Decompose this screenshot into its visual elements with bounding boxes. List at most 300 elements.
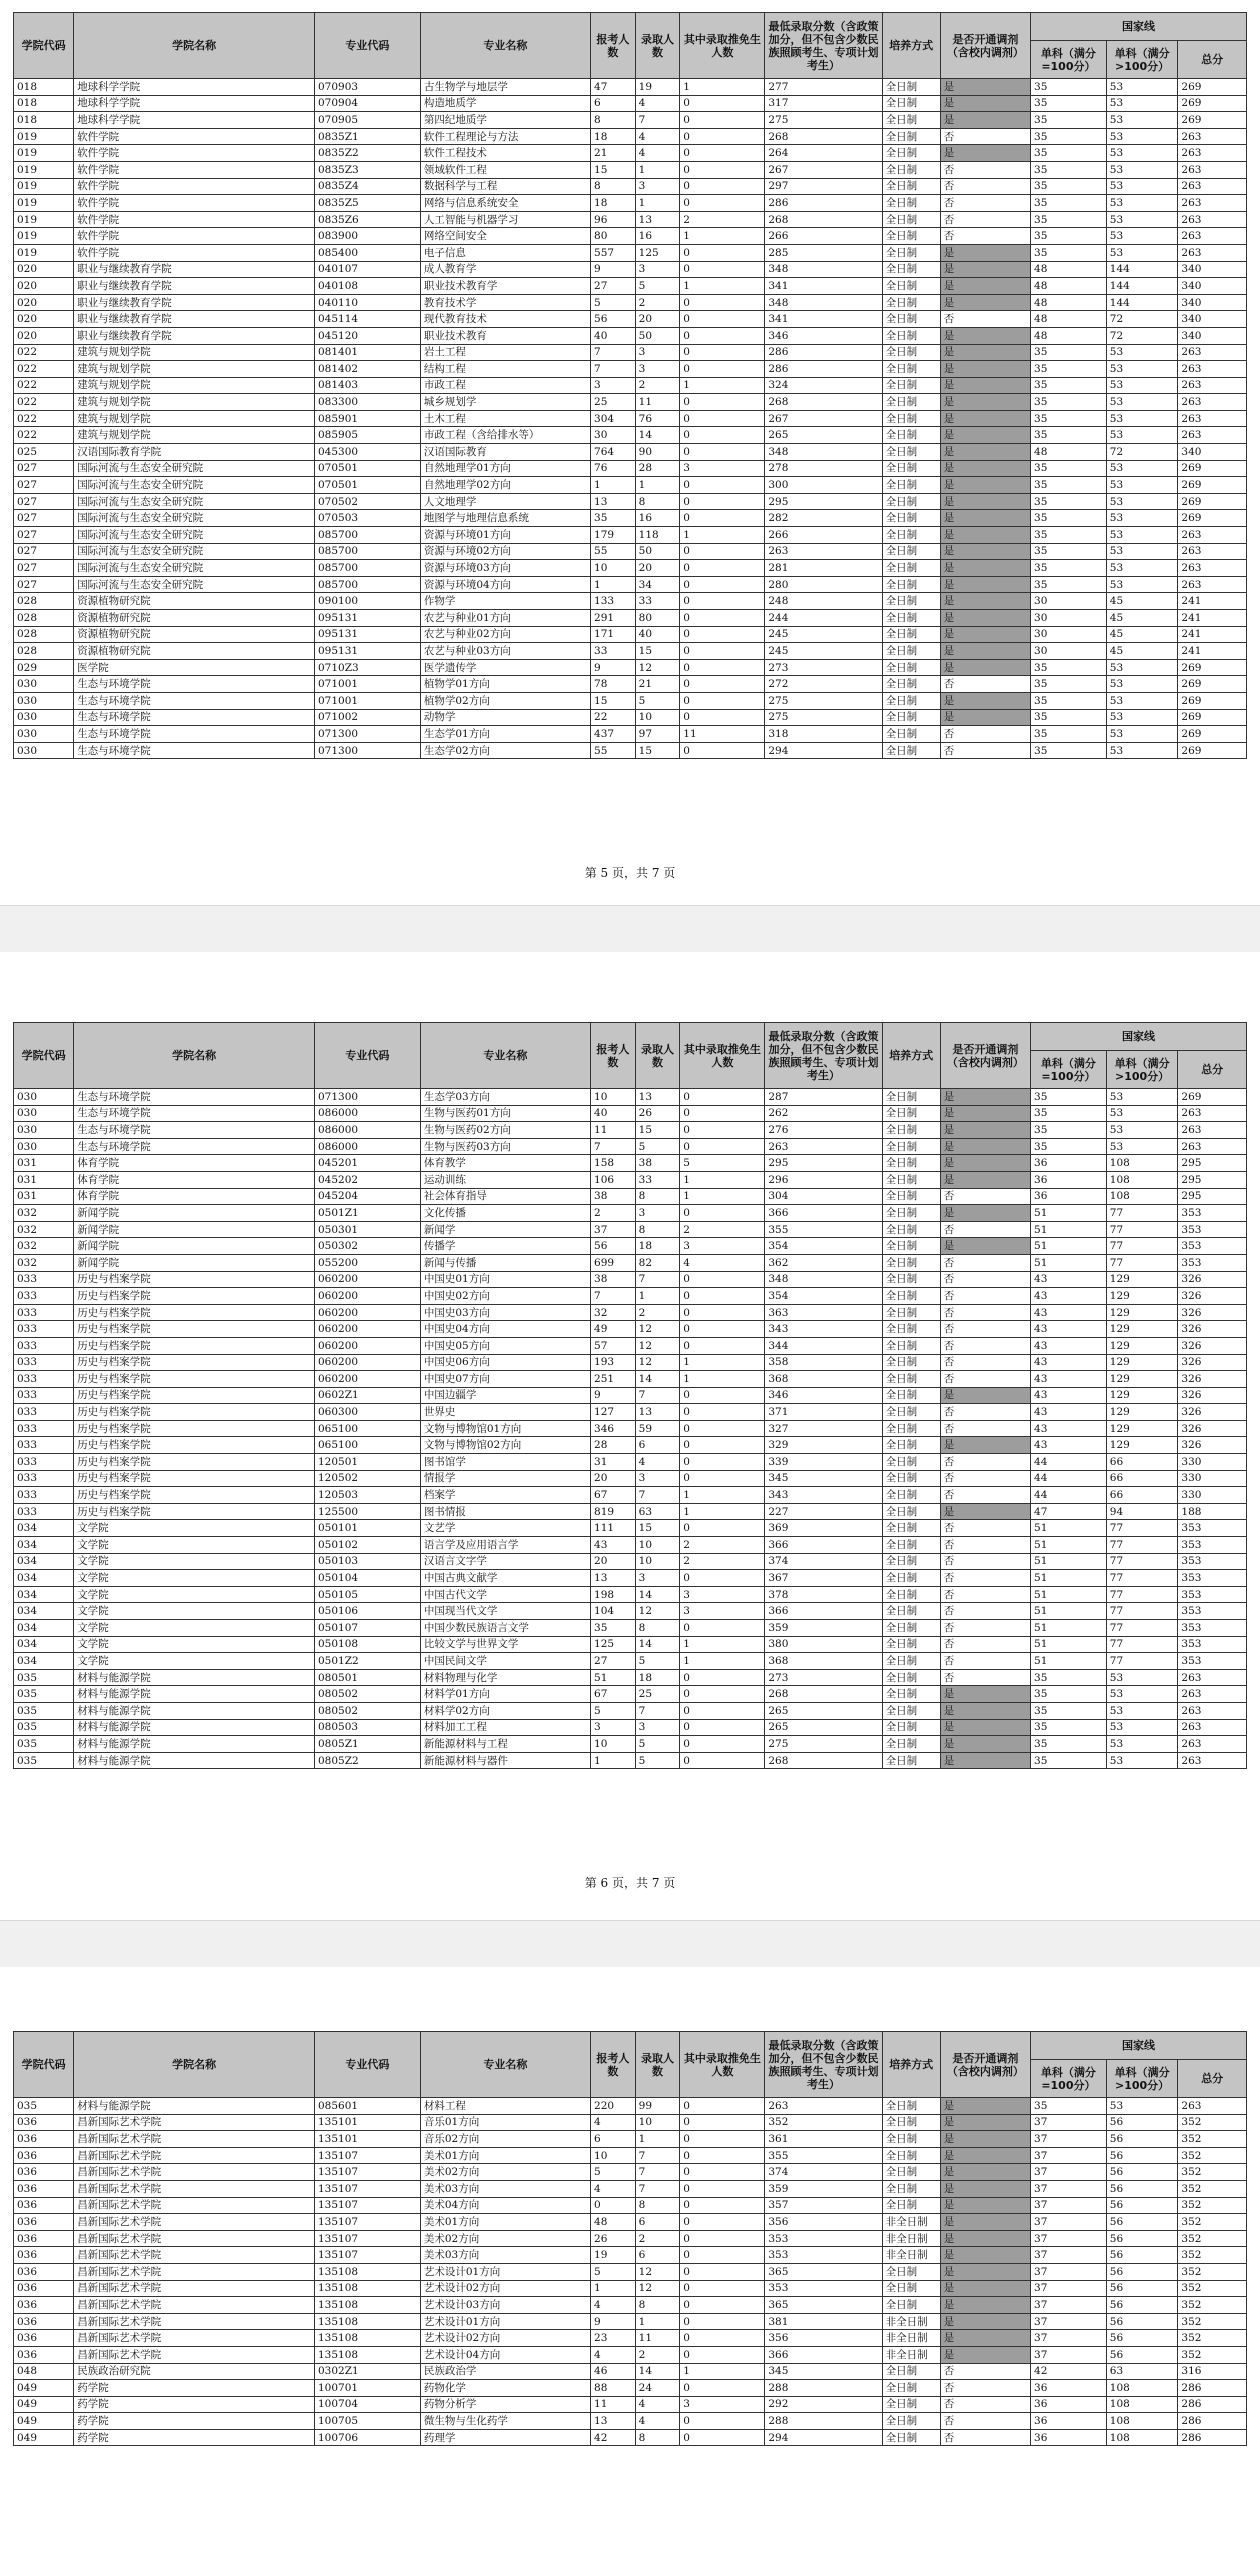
- table-row: [14, 2297, 1247, 2314]
- cell-college-name: 地球科学学院: [74, 112, 315, 129]
- cell-college-name: 文学院: [74, 1653, 315, 1670]
- cell-mode: 全日制: [882, 1371, 940, 1388]
- cell-applicants: 23: [591, 2330, 636, 2347]
- cell-min-score: 366: [765, 2346, 882, 2363]
- cell-applicants: 4: [591, 2346, 636, 2363]
- header-adjust: 是否开通调剂（含校内调剂）: [940, 2032, 1030, 2098]
- cell-admitted: 10: [635, 709, 680, 726]
- cell-exempt: 0: [680, 2147, 765, 2164]
- cell-applicants: 5: [591, 2263, 636, 2280]
- cell-adjust: 否: [940, 161, 1030, 178]
- cell-major-code: 070501: [314, 460, 420, 477]
- cell-adjust: 否: [940, 726, 1030, 743]
- cell-admitted: 15: [635, 1122, 680, 1139]
- cell-adjust: 是: [940, 1171, 1030, 1188]
- cell-mode: 全日制: [882, 195, 940, 212]
- cell-exempt: 0: [680, 1620, 765, 1637]
- cell-single1: 48: [1031, 294, 1107, 311]
- cell-single1: 37: [1031, 2280, 1107, 2297]
- header-national: 国家线: [1031, 13, 1247, 41]
- cell-single2: 53: [1106, 1669, 1178, 1686]
- cell-college-name: 药学院: [74, 2413, 315, 2430]
- cell-min-score: 380: [765, 1636, 882, 1653]
- cell-single1: 35: [1031, 95, 1107, 112]
- cell-college-code: 036: [14, 2131, 74, 2148]
- cell-total: 263: [1178, 394, 1247, 411]
- cell-major-code: 040110: [314, 294, 420, 311]
- cell-major-code: 050108: [314, 1636, 420, 1653]
- cell-total: 269: [1178, 112, 1247, 129]
- cell-total: 263: [1178, 211, 1247, 228]
- cell-adjust: 是: [940, 2263, 1030, 2280]
- cell-single2: 108: [1106, 1188, 1178, 1205]
- cell-applicants: 9: [591, 659, 636, 676]
- cell-major-code: 135107: [314, 2247, 420, 2264]
- cell-major-code: 085400: [314, 244, 420, 261]
- cell-exempt: 0: [680, 593, 765, 610]
- cell-applicants: 2: [591, 1205, 636, 1222]
- cell-adjust: 否: [940, 178, 1030, 195]
- cell-college-code: 027: [14, 477, 74, 494]
- cell-major-name: 古生物学与地层学: [420, 79, 590, 96]
- cell-college-code: 031: [14, 1188, 74, 1205]
- cell-mode: 全日制: [882, 1636, 940, 1653]
- cell-applicants: 111: [591, 1520, 636, 1537]
- cell-admitted: 125: [635, 244, 680, 261]
- header-code: 学院代码: [14, 2032, 74, 2098]
- cell-college-name: 昌新国际艺术学院: [74, 2147, 315, 2164]
- cell-total: 353: [1178, 1537, 1247, 1554]
- cell-adjust: 是: [940, 1736, 1030, 1753]
- header-single1: 单科（满分=100分）: [1031, 41, 1107, 79]
- cell-single2: 53: [1106, 79, 1178, 96]
- cell-applicants: 67: [591, 1686, 636, 1703]
- cell-min-score: 343: [765, 1321, 882, 1338]
- cell-college-code: 022: [14, 394, 74, 411]
- header-min-score: 最低录取分数（含政策加分，但不包含少数民族照顾考生、专项计划考生）: [765, 1023, 882, 1089]
- cell-college-code: 033: [14, 1503, 74, 1520]
- cell-exempt: 0: [680, 643, 765, 660]
- cell-major-code: 060200: [314, 1371, 420, 1388]
- cell-adjust: 否: [940, 2429, 1030, 2446]
- cell-adjust: 是: [940, 2313, 1030, 2330]
- cell-major-code: 083300: [314, 394, 420, 411]
- cell-applicants: 40: [591, 1105, 636, 1122]
- header-admitted: 录取人数: [635, 2032, 680, 2098]
- cell-single1: 30: [1031, 643, 1107, 660]
- cell-min-score: 348: [765, 261, 882, 278]
- cell-major-name: 世界史: [420, 1404, 590, 1421]
- cell-min-score: 354: [765, 1288, 882, 1305]
- cell-min-score: 245: [765, 643, 882, 660]
- cell-single1: 37: [1031, 2147, 1107, 2164]
- cell-major-name: 中国民间文学: [420, 1653, 590, 1670]
- cell-single1: 35: [1031, 2098, 1107, 2115]
- cell-single2: 77: [1106, 1603, 1178, 1620]
- cell-mode: 全日制: [882, 2131, 940, 2148]
- cell-total: 326: [1178, 1337, 1247, 1354]
- table-row: [14, 610, 1247, 627]
- cell-single2: 53: [1106, 145, 1178, 162]
- cell-total: 269: [1178, 510, 1247, 527]
- cell-exempt: 0: [680, 178, 765, 195]
- cell-min-score: 275: [765, 1736, 882, 1753]
- cell-college-name: 昌新国际艺术学院: [74, 2114, 315, 2131]
- cell-adjust: 否: [940, 1221, 1030, 1238]
- cell-major-code: 070503: [314, 510, 420, 527]
- cell-single1: 30: [1031, 593, 1107, 610]
- cell-admitted: 2: [635, 294, 680, 311]
- header-mode: 培养方式: [882, 13, 940, 79]
- cell-exempt: 0: [680, 1089, 765, 1106]
- cell-total: 352: [1178, 2147, 1247, 2164]
- table-row: [14, 1686, 1247, 1703]
- cell-major-code: 0602Z1: [314, 1387, 420, 1404]
- cell-admitted: 4: [635, 128, 680, 145]
- cell-college-code: 049: [14, 2429, 74, 2446]
- cell-mode: 全日制: [882, 145, 940, 162]
- cell-admitted: 4: [635, 95, 680, 112]
- cell-college-name: 国际河流与生态安全研究院: [74, 543, 315, 560]
- cell-exempt: 0: [680, 2380, 765, 2397]
- cell-total: 263: [1178, 1686, 1247, 1703]
- header-major: 专业名称: [420, 1023, 590, 1089]
- cell-single2: 56: [1106, 2197, 1178, 2214]
- cell-min-score: 369: [765, 1520, 882, 1537]
- cell-single1: 35: [1031, 659, 1107, 676]
- cell-adjust: 是: [940, 576, 1030, 593]
- cell-college-name: 生态与环境学院: [74, 692, 315, 709]
- cell-college-code: 020: [14, 311, 74, 328]
- cell-exempt: 0: [680, 477, 765, 494]
- cell-major-name: 运动训练: [420, 1171, 590, 1188]
- cell-exempt: 0: [680, 311, 765, 328]
- cell-college-code: 027: [14, 576, 74, 593]
- cell-min-score: 345: [765, 2363, 882, 2380]
- cell-college-name: 新闻学院: [74, 1205, 315, 1222]
- cell-min-score: 267: [765, 410, 882, 427]
- cell-major-code: 071300: [314, 742, 420, 759]
- cell-total: 263: [1178, 228, 1247, 245]
- cell-exempt: 0: [680, 95, 765, 112]
- cell-total: 295: [1178, 1155, 1247, 1172]
- cell-single1: 51: [1031, 1636, 1107, 1653]
- cell-major-name: 医学遗传学: [420, 659, 590, 676]
- cell-major-code: 090100: [314, 593, 420, 610]
- cell-min-score: 294: [765, 742, 882, 759]
- table-row: [14, 1420, 1247, 1437]
- cell-admitted: 10: [635, 1553, 680, 1570]
- cell-total: 286: [1178, 2380, 1247, 2397]
- cell-single1: 35: [1031, 1752, 1107, 1769]
- cell-mode: 全日制: [882, 344, 940, 361]
- cell-min-score: 359: [765, 1620, 882, 1637]
- cell-total: 353: [1178, 1586, 1247, 1603]
- cell-exempt: 0: [680, 2263, 765, 2280]
- table-row: [14, 327, 1247, 344]
- cell-college-code: 022: [14, 361, 74, 378]
- cell-min-score: 346: [765, 1387, 882, 1404]
- cell-mode: 全日制: [882, 1238, 940, 1255]
- cell-min-score: 348: [765, 294, 882, 311]
- cell-admitted: 12: [635, 2280, 680, 2297]
- cell-adjust: 否: [940, 1420, 1030, 1437]
- cell-major-code: 060200: [314, 1337, 420, 1354]
- cell-major-name: 城乡规划学: [420, 394, 590, 411]
- cell-single2: 72: [1106, 444, 1178, 461]
- cell-total: 353: [1178, 1653, 1247, 1670]
- cell-college-name: 昌新国际艺术学院: [74, 2247, 315, 2264]
- cell-total: 352: [1178, 2263, 1247, 2280]
- cell-college-name: 材料与能源学院: [74, 1702, 315, 1719]
- cell-college-code: 036: [14, 2197, 74, 2214]
- cell-single2: 56: [1106, 2180, 1178, 2197]
- cell-mode: 全日制: [882, 161, 940, 178]
- cell-mode: 全日制: [882, 659, 940, 676]
- cell-min-score: 227: [765, 1503, 882, 1520]
- cell-college-name: 文学院: [74, 1570, 315, 1587]
- cell-adjust: 否: [940, 2396, 1030, 2413]
- cell-exempt: 0: [680, 128, 765, 145]
- cell-major-name: 材料加工工程: [420, 1719, 590, 1736]
- cell-single1: 35: [1031, 1105, 1107, 1122]
- cell-applicants: 18: [591, 128, 636, 145]
- header-total: 总分: [1178, 41, 1247, 79]
- cell-admitted: 5: [635, 692, 680, 709]
- cell-mode: 全日制: [882, 1354, 940, 1371]
- table-row: [14, 676, 1247, 693]
- cell-admitted: 14: [635, 1636, 680, 1653]
- cell-college-code: 030: [14, 1138, 74, 1155]
- cell-college-code: 049: [14, 2413, 74, 2430]
- cell-exempt: 0: [680, 2131, 765, 2148]
- cell-admitted: 3: [635, 178, 680, 195]
- cell-admitted: 18: [635, 1669, 680, 1686]
- cell-college-code: 033: [14, 1404, 74, 1421]
- cell-single2: 56: [1106, 2164, 1178, 2181]
- cell-single2: 53: [1106, 1089, 1178, 1106]
- cell-college-name: 文学院: [74, 1636, 315, 1653]
- cell-single1: 35: [1031, 178, 1107, 195]
- cell-min-score: 348: [765, 444, 882, 461]
- cell-adjust: 是: [940, 2346, 1030, 2363]
- cell-applicants: 9: [591, 1387, 636, 1404]
- cell-college-code: 036: [14, 2180, 74, 2197]
- cell-major-code: 045300: [314, 444, 420, 461]
- cell-min-score: 288: [765, 2413, 882, 2430]
- cell-total: 316: [1178, 2363, 1247, 2380]
- cell-admitted: 3: [635, 344, 680, 361]
- table-header: [14, 2032, 1247, 2098]
- cell-single1: 42: [1031, 2363, 1107, 2380]
- cell-single1: 51: [1031, 1537, 1107, 1554]
- cell-exempt: 1: [680, 1636, 765, 1653]
- cell-adjust: 否: [940, 211, 1030, 228]
- header-adjust: 是否开通调剂（含校内调剂）: [940, 1023, 1030, 1089]
- cell-college-code: 030: [14, 1105, 74, 1122]
- cell-adjust: 是: [940, 427, 1030, 444]
- cell-college-code: 033: [14, 1337, 74, 1354]
- cell-exempt: 1: [680, 2363, 765, 2380]
- cell-college-code: 034: [14, 1603, 74, 1620]
- cell-applicants: 179: [591, 527, 636, 544]
- cell-min-score: 366: [765, 1205, 882, 1222]
- cell-mode: 全日制: [882, 278, 940, 295]
- cell-applicants: 11: [591, 1122, 636, 1139]
- cell-mode: 全日制: [882, 1487, 940, 1504]
- cell-mode: 全日制: [882, 2197, 940, 2214]
- cell-single2: 77: [1106, 1205, 1178, 1222]
- cell-college-code: 029: [14, 659, 74, 676]
- cell-major-name: 药物化学: [420, 2380, 590, 2397]
- cell-college-name: 文学院: [74, 1520, 315, 1537]
- cell-admitted: 8: [635, 2197, 680, 2214]
- cell-college-name: 文学院: [74, 1537, 315, 1554]
- cell-major-name: 传播学: [420, 1238, 590, 1255]
- cell-major-code: 045204: [314, 1188, 420, 1205]
- page-5: [0, 0, 1260, 905]
- cell-exempt: 3: [680, 460, 765, 477]
- cell-mode: 全日制: [882, 1188, 940, 1205]
- cell-mode: 全日制: [882, 1470, 940, 1487]
- cell-major-name: 艺术设计03方向: [420, 2297, 590, 2314]
- cell-major-name: 美术01方向: [420, 2147, 590, 2164]
- cell-min-score: 276: [765, 1122, 882, 1139]
- cell-exempt: 0: [680, 145, 765, 162]
- cell-major-name: 艺术设计01方向: [420, 2313, 590, 2330]
- cell-adjust: 是: [940, 1205, 1030, 1222]
- table-row: [14, 1669, 1247, 1686]
- cell-major-name: 艺术设计04方向: [420, 2346, 590, 2363]
- cell-major-name: 构造地质学: [420, 95, 590, 112]
- cell-major-name: 农艺与种业01方向: [420, 610, 590, 627]
- cell-adjust: 否: [940, 1254, 1030, 1271]
- table-row: [14, 244, 1247, 261]
- cell-single2: 53: [1106, 1719, 1178, 1736]
- cell-applicants: 819: [591, 1503, 636, 1520]
- cell-college-name: 地球科学学院: [74, 95, 315, 112]
- cell-admitted: 14: [635, 1371, 680, 1388]
- cell-single2: 77: [1106, 1620, 1178, 1637]
- cell-min-score: 262: [765, 1105, 882, 1122]
- cell-exempt: 0: [680, 510, 765, 527]
- cell-total: 352: [1178, 2114, 1247, 2131]
- table-row: [14, 361, 1247, 378]
- cell-single2: 144: [1106, 294, 1178, 311]
- cell-admitted: 50: [635, 543, 680, 560]
- cell-college-name: 新闻学院: [74, 1254, 315, 1271]
- header-admitted: 录取人数: [635, 13, 680, 79]
- cell-major-code: 060200: [314, 1304, 420, 1321]
- table-row: [14, 1719, 1247, 1736]
- cell-total: 352: [1178, 2214, 1247, 2231]
- cell-college-name: 职业与继续教育学院: [74, 311, 315, 328]
- cell-min-score: 265: [765, 1702, 882, 1719]
- cell-admitted: 7: [635, 1702, 680, 1719]
- cell-college-code: 036: [14, 2164, 74, 2181]
- cell-major-name: 情报学: [420, 1470, 590, 1487]
- cell-major-name: 新闻与传播: [420, 1254, 590, 1271]
- cell-single1: 35: [1031, 344, 1107, 361]
- cell-applicants: 15: [591, 692, 636, 709]
- cell-major-code: 135107: [314, 2214, 420, 2231]
- cell-admitted: 4: [635, 2396, 680, 2413]
- cell-single1: 43: [1031, 1321, 1107, 1338]
- cell-exempt: 0: [680, 327, 765, 344]
- header-code: 学院代码: [14, 13, 74, 79]
- cell-major-code: 085700: [314, 576, 420, 593]
- cell-college-code: 019: [14, 178, 74, 195]
- cell-applicants: 4: [591, 2114, 636, 2131]
- cell-single2: 56: [1106, 2131, 1178, 2148]
- cell-exempt: 0: [680, 294, 765, 311]
- cell-min-score: 365: [765, 2263, 882, 2280]
- cell-major-code: 040107: [314, 261, 420, 278]
- cell-college-code: 032: [14, 1221, 74, 1238]
- cell-single1: 44: [1031, 1470, 1107, 1487]
- cell-single1: 35: [1031, 211, 1107, 228]
- cell-single2: 129: [1106, 1420, 1178, 1437]
- cell-single1: 36: [1031, 1155, 1107, 1172]
- cell-mode: 全日制: [882, 2429, 940, 2446]
- cell-college-code: 033: [14, 1437, 74, 1454]
- cell-total: 326: [1178, 1420, 1247, 1437]
- cell-major-code: 0805Z1: [314, 1736, 420, 1753]
- table-row: [14, 95, 1247, 112]
- cell-single1: 37: [1031, 2164, 1107, 2181]
- cell-min-score: 357: [765, 2197, 882, 2214]
- table-row: [14, 1736, 1247, 1753]
- cell-admitted: 15: [635, 1520, 680, 1537]
- cell-single2: 53: [1106, 460, 1178, 477]
- cell-admitted: 14: [635, 1586, 680, 1603]
- table-row: [14, 692, 1247, 709]
- cell-major-name: 资源与环境02方向: [420, 543, 590, 560]
- cell-single1: 44: [1031, 1487, 1107, 1504]
- cell-exempt: 0: [680, 1288, 765, 1305]
- cell-single1: 43: [1031, 1271, 1107, 1288]
- cell-major-code: 086000: [314, 1138, 420, 1155]
- cell-admitted: 2: [635, 2230, 680, 2247]
- cell-major-code: 050106: [314, 1603, 420, 1620]
- cell-min-score: 366: [765, 1537, 882, 1554]
- cell-adjust: 是: [940, 527, 1030, 544]
- cell-mode: 全日制: [882, 311, 940, 328]
- cell-exempt: 0: [680, 410, 765, 427]
- cell-exempt: 3: [680, 1238, 765, 1255]
- cell-major-code: 135107: [314, 2180, 420, 2197]
- cell-adjust: 是: [940, 244, 1030, 261]
- cell-total: 352: [1178, 2197, 1247, 2214]
- cell-major-name: 农艺与种业02方向: [420, 626, 590, 643]
- cell-college-code: 022: [14, 410, 74, 427]
- cell-min-score: 263: [765, 543, 882, 560]
- cell-exempt: 0: [680, 1570, 765, 1587]
- cell-mode: 全日制: [882, 1304, 940, 1321]
- cell-single2: 129: [1106, 1304, 1178, 1321]
- header-adjust: 是否开通调剂（含校内调剂）: [940, 13, 1030, 79]
- cell-major-name: 音乐01方向: [420, 2114, 590, 2131]
- cell-mode: 全日制: [882, 2114, 940, 2131]
- cell-applicants: 55: [591, 543, 636, 560]
- cell-single1: 48: [1031, 327, 1107, 344]
- cell-college-name: 历史与档案学院: [74, 1503, 315, 1520]
- cell-college-code: 019: [14, 211, 74, 228]
- cell-min-score: 263: [765, 1138, 882, 1155]
- cell-total: 326: [1178, 1321, 1247, 1338]
- table-row: [14, 1653, 1247, 1670]
- cell-college-name: 昌新国际艺术学院: [74, 2297, 315, 2314]
